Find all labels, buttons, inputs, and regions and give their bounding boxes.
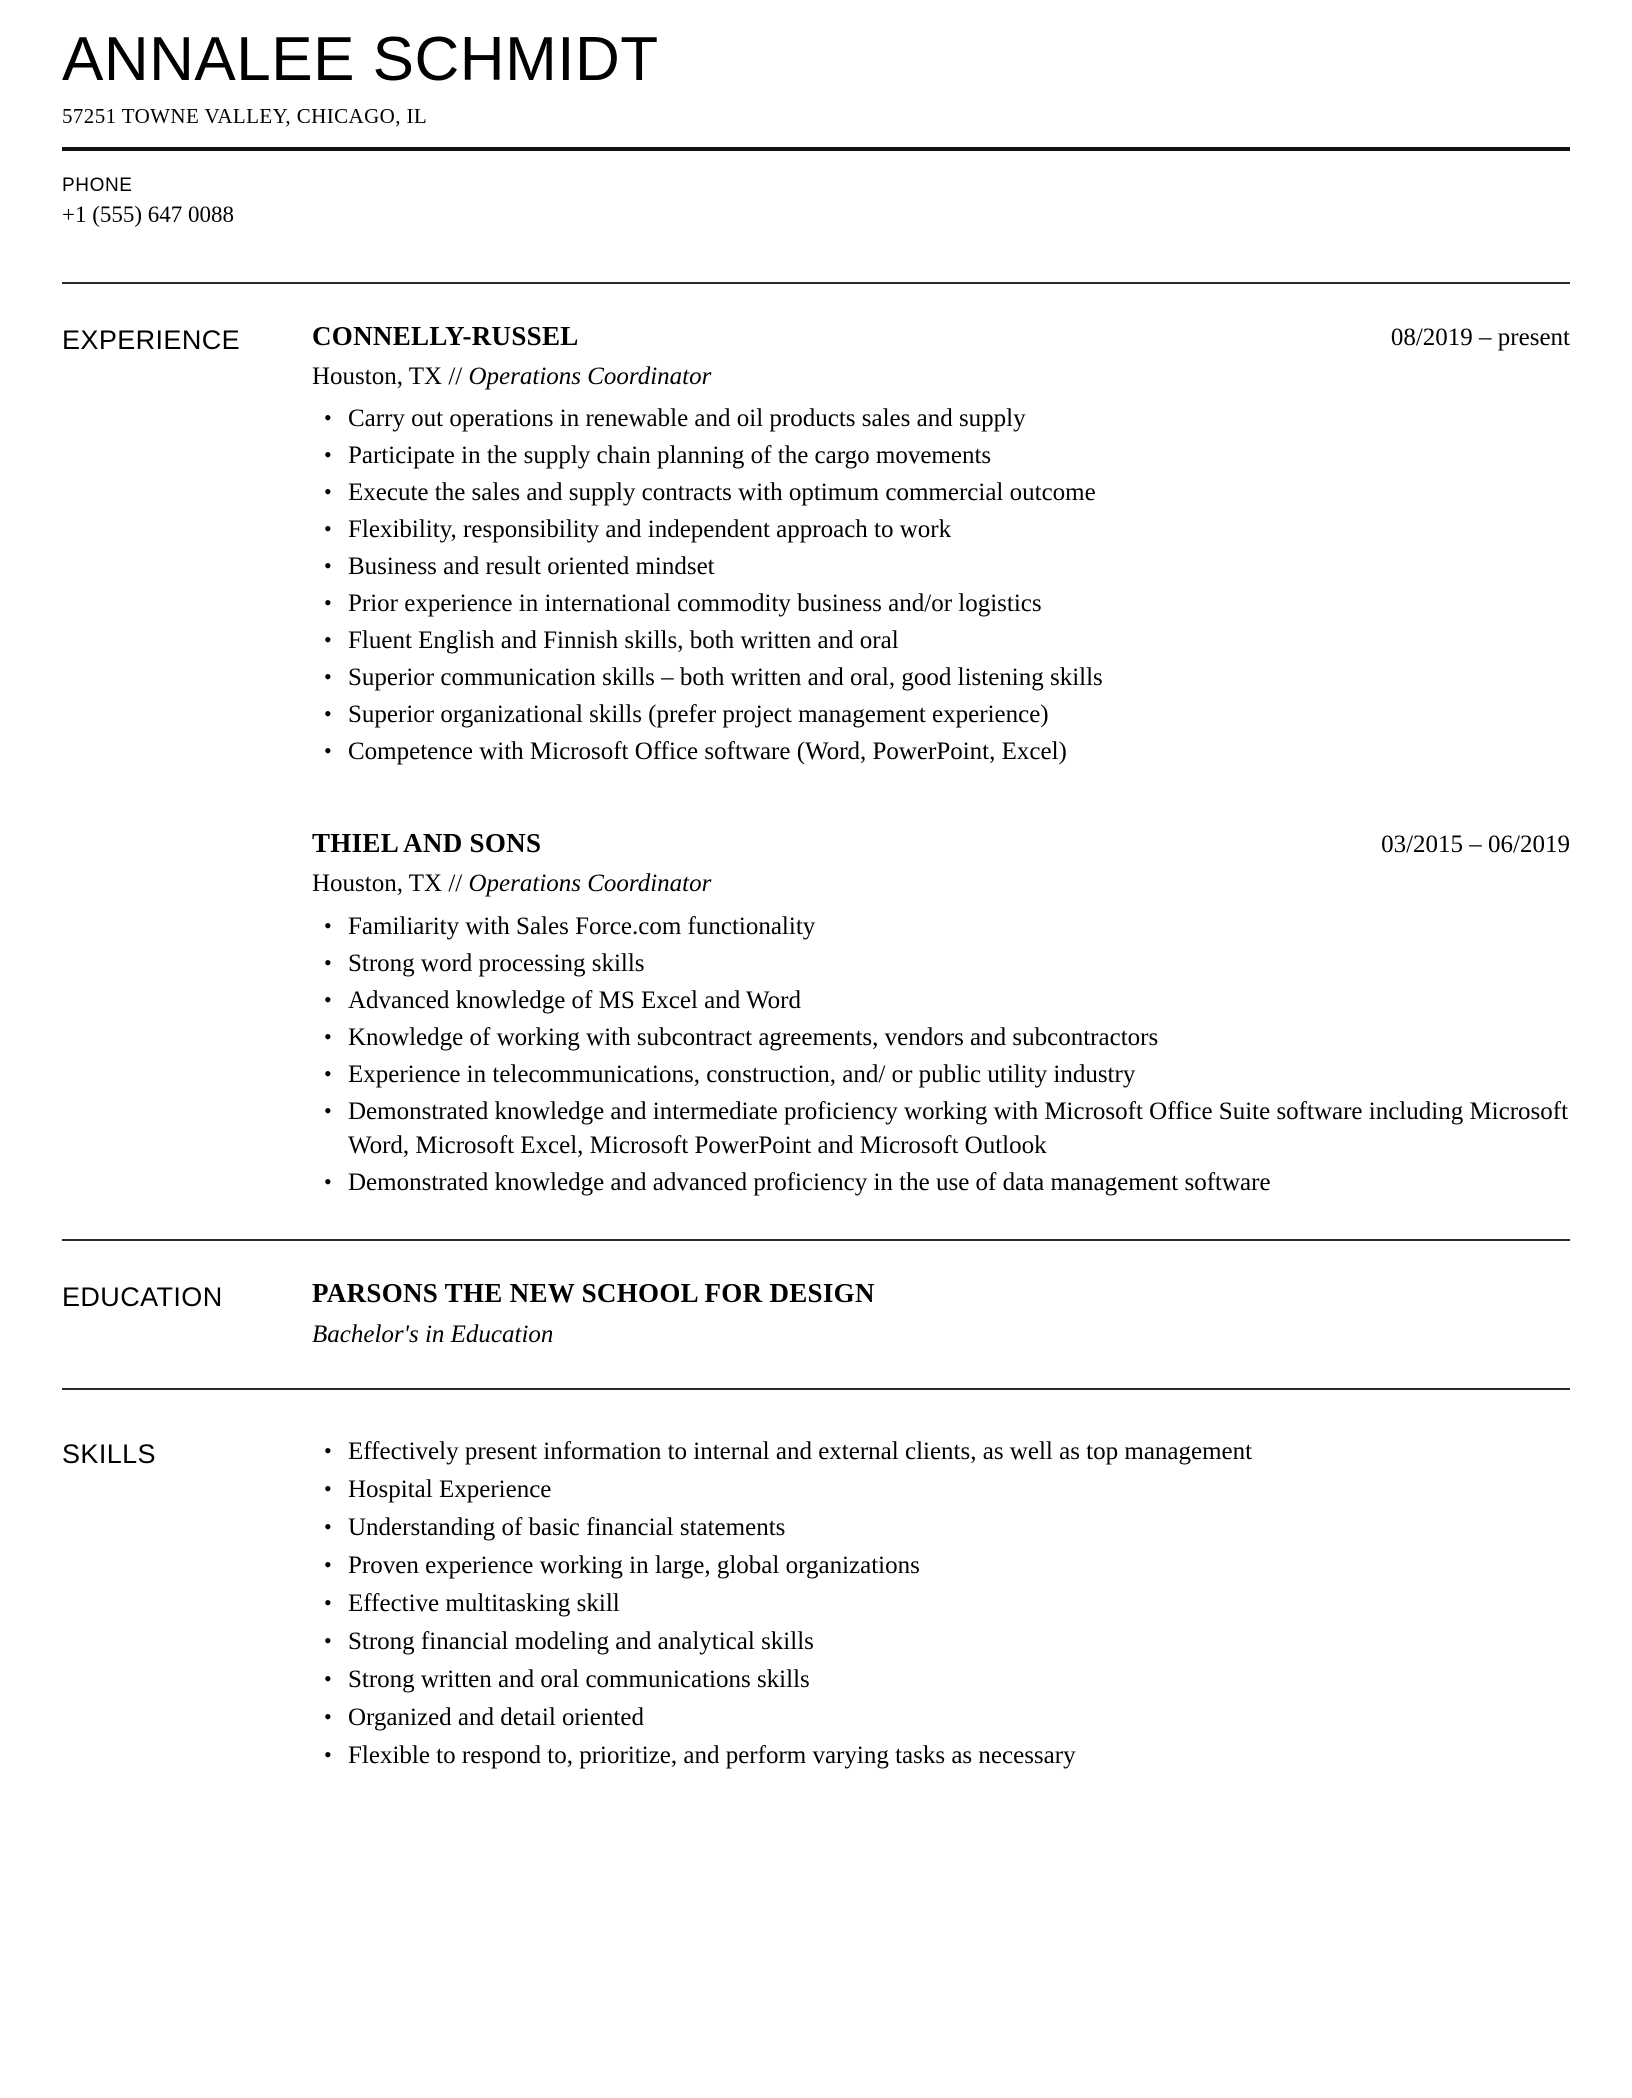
phone-value: +1 (555) 647 0088 [62,202,235,228]
job-bullet-list [312,402,1570,769]
contact-block [62,151,1570,230]
phone-label: PHONE [62,175,133,197]
education-degree: Bachelor's in Education [312,1321,554,1349]
resume-header [62,26,1570,129]
job-role: Operations Coordinator [468,870,712,898]
list-item: • Hospital Experience [312,1473,1570,1507]
list-item: • Knowledge of working with subcontract agreements, vendors and subcontractors [312,1021,1570,1055]
job-location: Houston, TX // [312,362,463,390]
job-dates: 03/2015 – 06/2019 [1381,831,1570,859]
experience-section [62,284,1570,1239]
list-item: • Strong word processing skills [312,947,1570,981]
job-entry [312,827,1570,1199]
list-item: • Strong written and oral communications skills [312,1663,1570,1697]
experience-section-label: EXPERIENCE [62,325,241,356]
education-entry [312,1277,1570,1352]
list-item: • Effectively present information to internal and external clients, as well as top management [312,1435,1570,1469]
job-entry [312,320,1570,769]
list-item: • Flexibility, responsibility and independent approach to work [312,513,1570,547]
list-item: • Familiarity with Sales Force.com functionality [312,910,1570,944]
list-item: • Superior organizational skills (prefer project management experience) [312,698,1570,732]
list-item: • Experience in telecommunications, construction, and/ or public utility industry [312,1058,1570,1092]
list-item: • Understanding of basic financial statements [312,1511,1570,1545]
job-subtitle [312,361,1570,394]
list-item: • Demonstrated knowledge and intermediate proficiency working with Microsoft Office Suite software including Microsoft Word, Microsoft Excel, Microsoft PowerPoint and Microsoft Outlook [312,1095,1570,1163]
job-location: Houston, TX // [312,870,463,898]
list-item: • Execute the sales and supply contracts with optimum commercial outcome [312,476,1570,510]
list-item: • Fluent English and Finnish skills, both written and oral [312,624,1570,658]
list-item: • Strong financial modeling and analytical skills [312,1625,1570,1659]
job-company: CONNELLY-RUSSEL [312,321,579,352]
skills-section-label: SKILLS [62,1438,156,1469]
candidate-address: 57251 TOWNE VALLEY, CHICAGO, IL [62,104,428,129]
skills-entries [312,1426,1570,1777]
list-item: • Competence with Microsoft Office software (Word, PowerPoint, Excel) [312,735,1570,769]
list-item: • Organized and detail oriented [312,1701,1570,1735]
contact-spacer [62,230,1570,282]
job-header [312,320,1570,354]
list-item: • Effective multitasking skill [312,1587,1570,1621]
education-school: PARSONS THE NEW SCHOOL FOR DESIGN [312,1277,875,1308]
list-item: • Superior communication skills – both written and oral, good listening skills [312,661,1570,695]
list-item: • Business and result oriented mindset [312,550,1570,584]
list-item: • Flexible to respond to, prioritize, and perform varying tasks as necessary [312,1739,1570,1773]
job-role: Operations Coordinator [468,362,712,390]
list-item: • Proven experience working in large, global organizations [312,1549,1570,1583]
skills-bullet-list [312,1435,1570,1773]
skills-section [62,1390,1570,1813]
list-item: • Carry out operations in renewable and oil products sales and supply [312,402,1570,436]
job-header [312,827,1570,861]
list-item: • Prior experience in international commodity business and/or logistics [312,587,1570,621]
job-bullet-list [312,910,1570,1200]
list-item: • Participate in the supply chain planning of the cargo movements [312,439,1570,473]
candidate-name: ANNALEE SCHMIDT [62,25,659,94]
job-subtitle [312,868,1570,901]
list-item: • Demonstrated knowledge and advanced proficiency in the use of data management software [312,1166,1570,1200]
education-section-label: EDUCATION [62,1281,223,1312]
education-entries [312,1277,1570,1352]
education-section [62,1241,1570,1388]
experience-entries [312,320,1570,1203]
list-item: • Advanced knowledge of MS Excel and Word [312,984,1570,1018]
job-dates: 08/2019 – present [1390,324,1570,352]
job-company: THIEL AND SONS [312,828,542,859]
